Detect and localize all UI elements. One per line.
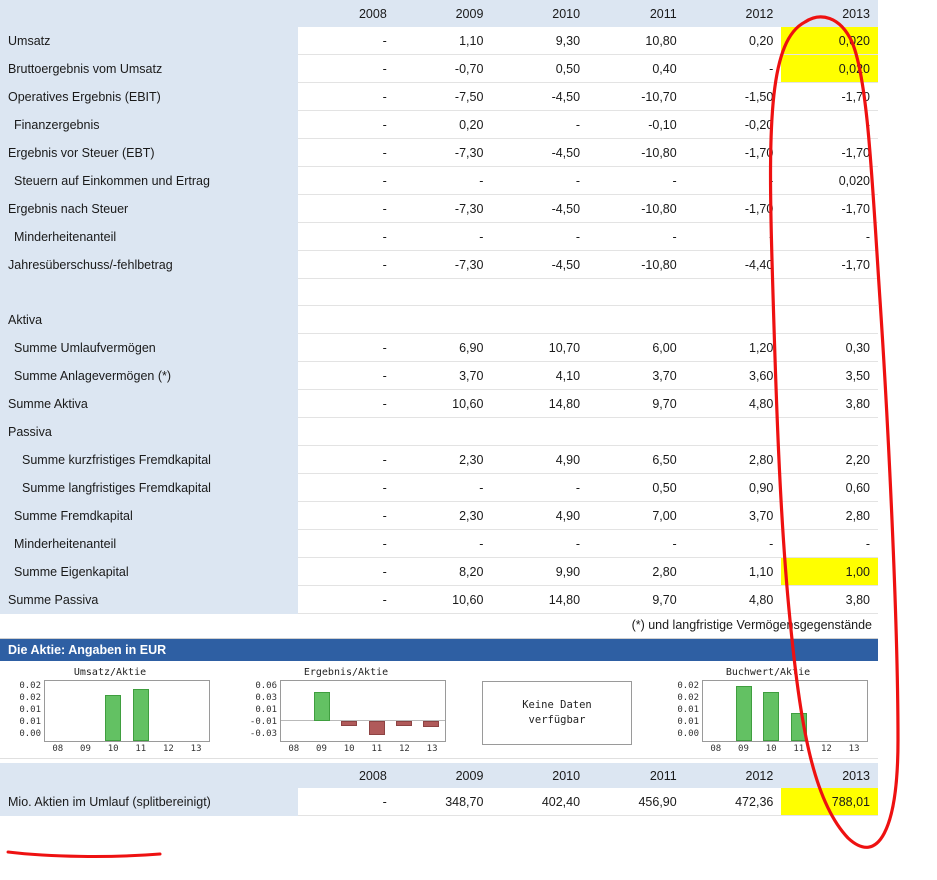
x-tick-label: 11	[135, 744, 147, 754]
chart-plot	[280, 680, 446, 742]
cell-2009	[395, 418, 492, 446]
row-label: Summe Fremdkapital	[0, 502, 298, 530]
no-data-line-2: verfügbar	[528, 714, 586, 726]
table-row	[0, 362, 878, 390]
cell-2013: -1,70	[781, 251, 878, 279]
cell-2012: 4,80	[685, 586, 782, 614]
cell-2011: 2,80	[588, 558, 685, 586]
aktie-charts-row	[0, 661, 878, 759]
row-label: Summe kurzfristiges Fremdkapital	[0, 446, 298, 474]
cell-2010: -4,50	[491, 139, 588, 167]
bar-09	[736, 686, 752, 742]
bar-11	[133, 689, 149, 742]
cell-2013	[781, 306, 878, 334]
cell-2013: -	[781, 111, 878, 139]
y-tick-label: 0.06	[255, 681, 277, 691]
cell-2010: -	[491, 223, 588, 251]
aktie-section	[0, 638, 937, 816]
table-row	[0, 111, 878, 139]
cell-2010: 4,90	[491, 502, 588, 530]
bar-slot-13	[843, 681, 864, 741]
table-row	[0, 446, 878, 474]
shares-row	[0, 788, 878, 816]
cell-2008: -	[298, 390, 395, 418]
cell-2009: -	[395, 167, 492, 195]
cell-2013	[781, 418, 878, 446]
bar-slot-12	[393, 681, 414, 741]
table-row	[0, 474, 878, 502]
cell-2011: -10,80	[588, 251, 685, 279]
bar-slot-11	[130, 681, 151, 741]
chart-y-axis	[10, 680, 44, 742]
bar-11	[369, 721, 385, 735]
table-row	[0, 139, 878, 167]
y-tick-label: 0.03	[255, 693, 277, 703]
cell-2009: 8,20	[395, 558, 492, 586]
cell-2011: 10,80	[588, 27, 685, 55]
chart-title: Buchwert/Aktie	[725, 667, 811, 678]
row-label: Summe Eigenkapital	[0, 558, 298, 586]
cell-2012: 3,70	[685, 502, 782, 530]
cell-2011: 7,00	[588, 502, 685, 530]
table-row	[0, 530, 878, 558]
cell-2011: -	[588, 223, 685, 251]
x-tick-label: 09	[316, 744, 327, 754]
cell-2008: -	[298, 586, 395, 614]
cell-2011	[588, 306, 685, 334]
bar-13	[423, 721, 439, 727]
cell-2013: -1,70	[781, 83, 878, 111]
table-row	[0, 83, 878, 111]
cell-2009: -	[395, 474, 492, 502]
cell-2012: 3,60	[685, 362, 782, 390]
cell-2008: -	[298, 167, 395, 195]
table-row	[0, 27, 878, 55]
shares-cell-2013: 788,01	[781, 788, 878, 816]
chart-x-axis	[702, 742, 868, 754]
table-row	[0, 502, 878, 530]
row-label: Minderheitenanteil	[0, 223, 298, 251]
cell-2012: 4,80	[685, 390, 782, 418]
cell-2013: 1,00	[781, 558, 878, 586]
no-data-line-1: Keine Daten	[522, 699, 592, 711]
header-year-2008: 2008	[298, 0, 395, 27]
header-year-2009: 2009	[395, 0, 492, 27]
bar-10	[341, 721, 357, 726]
cell-2010: 9,30	[491, 27, 588, 55]
x-tick-label: 12	[399, 744, 410, 754]
y-tick-label: 0.00	[19, 729, 41, 739]
x-tick-label: 11	[371, 744, 383, 754]
row-label: Jahresüberschuss/-fehlbetrag	[0, 251, 298, 279]
cell-2013: 3,80	[781, 390, 878, 418]
chart-x-axis	[280, 742, 446, 754]
aktie-section-title: Die Aktie: Angaben in EUR	[0, 638, 878, 661]
cell-2009: 2,30	[395, 502, 492, 530]
cell-2011: -10,70	[588, 83, 685, 111]
cell-2013: 3,80	[781, 586, 878, 614]
shares-header-2009: 2009	[395, 763, 492, 788]
cell-2012	[685, 306, 782, 334]
shares-cell-2011: 456,90	[588, 788, 685, 816]
cell-2010: 14,80	[491, 586, 588, 614]
cell-2013: -	[781, 530, 878, 558]
cell-2009: -7,30	[395, 195, 492, 223]
chart-no-data-placeholder	[482, 681, 632, 745]
cell-2008: -	[298, 251, 395, 279]
cell-2012: -	[685, 55, 782, 83]
row-label: Operatives Ergebnis (EBIT)	[0, 83, 298, 111]
cell-2010: -	[491, 111, 588, 139]
cell-2010	[491, 418, 588, 446]
bar-slot-09	[733, 681, 754, 741]
cell-2010: 14,80	[491, 390, 588, 418]
y-tick-label: 0.01	[19, 717, 41, 727]
cell-2010	[491, 306, 588, 334]
cell-2011: 6,00	[588, 334, 685, 362]
chart-y-axis	[246, 680, 280, 742]
table-row	[0, 586, 878, 614]
row-label	[0, 279, 298, 306]
y-tick-label: -0.01	[249, 717, 277, 727]
y-tick-label: 0.02	[677, 681, 699, 691]
cell-2008: -	[298, 83, 395, 111]
cell-2008: -	[298, 558, 395, 586]
chart-title: Ergebnis/Aktie	[303, 667, 389, 678]
red-underline-shares-label	[8, 852, 160, 856]
cell-2010: 0,50	[491, 55, 588, 83]
cell-2012: 1,10	[685, 558, 782, 586]
cell-2008: -	[298, 334, 395, 362]
cell-2012: 2,80	[685, 446, 782, 474]
x-tick-label: 11	[793, 744, 805, 754]
bar-slot-09	[311, 681, 332, 741]
cell-2009: 0,20	[395, 111, 492, 139]
shares-header-2010: 2010	[491, 763, 588, 788]
cell-2009: 3,70	[395, 362, 492, 390]
cell-2009: -7,30	[395, 139, 492, 167]
cell-2010: 9,90	[491, 558, 588, 586]
cell-2010	[491, 279, 588, 306]
cell-2013: 0,020	[781, 55, 878, 83]
bar-12	[396, 721, 412, 726]
y-tick-label: 0.00	[677, 729, 699, 739]
cell-2013: 2,80	[781, 502, 878, 530]
cell-2013: 0,30	[781, 334, 878, 362]
row-label: Minderheitenanteil	[0, 530, 298, 558]
cell-2008: -	[298, 111, 395, 139]
table-row	[0, 418, 878, 446]
cell-2012: 1,20	[685, 334, 782, 362]
bar-slot-11	[788, 681, 809, 741]
cell-2011: -10,80	[588, 139, 685, 167]
cell-2012: -0,20	[685, 111, 782, 139]
row-label: Summe Umlaufvermögen	[0, 334, 298, 362]
cell-2008: -	[298, 55, 395, 83]
y-tick-label: 0.01	[677, 717, 699, 727]
bar-slot-12	[157, 681, 178, 741]
shares-table	[0, 763, 878, 816]
header-year-2012: 2012	[685, 0, 782, 27]
y-tick-label: 0.02	[19, 681, 41, 691]
header-year-2011: 2011	[588, 0, 685, 27]
chart-bars	[281, 681, 445, 741]
cell-2010: -4,50	[491, 195, 588, 223]
table-row	[0, 558, 878, 586]
cell-2009	[395, 279, 492, 306]
shares-header-row	[0, 763, 878, 788]
row-label: Summe langfristiges Fremdkapital	[0, 474, 298, 502]
cell-2010: -	[491, 474, 588, 502]
cell-2008: -	[298, 223, 395, 251]
cell-2012: -	[685, 530, 782, 558]
shares-header-2008: 2008	[298, 763, 395, 788]
cell-2009: -	[395, 530, 492, 558]
chart-plot	[44, 680, 210, 742]
cell-2011: 6,50	[588, 446, 685, 474]
shares-header-2013: 2013	[781, 763, 878, 788]
row-label: Aktiva	[0, 306, 298, 334]
header-corner	[0, 0, 298, 27]
cell-2011: 9,70	[588, 390, 685, 418]
x-tick-label: 10	[107, 744, 119, 754]
cell-2011	[588, 418, 685, 446]
table-row	[0, 167, 878, 195]
cell-2011: 3,70	[588, 362, 685, 390]
bar-slot-10	[761, 681, 782, 741]
row-label: Summe Aktiva	[0, 390, 298, 418]
cell-2008: -	[298, 474, 395, 502]
cell-2011: 9,70	[588, 586, 685, 614]
cell-2011: 0,50	[588, 474, 685, 502]
cell-2012: 0,90	[685, 474, 782, 502]
y-tick-label: 0.02	[677, 693, 699, 703]
cell-2011	[588, 279, 685, 306]
row-label: Bruttoergebnis vom Umsatz	[0, 55, 298, 83]
shares-header-2011: 2011	[588, 763, 685, 788]
cell-2013	[781, 279, 878, 306]
x-tick-label: 10	[765, 744, 777, 754]
bar-slot-13	[185, 681, 206, 741]
cell-2013: -	[781, 223, 878, 251]
header-year-2010: 2010	[491, 0, 588, 27]
cell-2013: 0,020	[781, 167, 878, 195]
bar-slot-08	[48, 681, 69, 741]
bar-slot-08	[706, 681, 727, 741]
cell-2011: -0,10	[588, 111, 685, 139]
x-tick-label: 13	[426, 744, 438, 754]
cell-2009	[395, 306, 492, 334]
cell-2008: -	[298, 27, 395, 55]
row-label: Summe Anlagevermögen (*)	[0, 362, 298, 390]
cell-2013: 0,020	[781, 27, 878, 55]
table-row	[0, 251, 878, 279]
table-row	[0, 334, 878, 362]
x-tick-label: 12	[821, 744, 832, 754]
table-row	[0, 195, 878, 223]
cell-2012	[685, 418, 782, 446]
bar-09	[314, 692, 330, 721]
table-row	[0, 390, 878, 418]
cell-2009: 1,10	[395, 27, 492, 55]
x-tick-label: 13	[848, 744, 860, 754]
cell-2009: 6,90	[395, 334, 492, 362]
row-label: Ergebnis vor Steuer (EBT)	[0, 139, 298, 167]
cell-2010: 10,70	[491, 334, 588, 362]
chart-y-axis	[668, 680, 702, 742]
cell-2011: -10,80	[588, 195, 685, 223]
cell-2012: -1,70	[685, 139, 782, 167]
cell-2008: -	[298, 362, 395, 390]
cell-2009: -7,50	[395, 83, 492, 111]
x-tick-label: 08	[710, 744, 722, 754]
cell-2013: 3,50	[781, 362, 878, 390]
bar-slot-11	[366, 681, 387, 741]
chart-bars	[703, 681, 867, 741]
table-row	[0, 223, 878, 251]
cell-2010: 4,90	[491, 446, 588, 474]
chart-ergebnis-pro-aktie	[246, 667, 446, 754]
cell-2012	[685, 279, 782, 306]
cell-2012: -	[685, 167, 782, 195]
cell-2009: 10,60	[395, 390, 492, 418]
chart-umsatz-pro-aktie	[10, 667, 210, 754]
cell-2009: -7,30	[395, 251, 492, 279]
x-tick-label: 09	[80, 744, 91, 754]
x-tick-label: 09	[738, 744, 749, 754]
cell-2009: 2,30	[395, 446, 492, 474]
x-tick-label: 10	[343, 744, 355, 754]
bar-10	[105, 695, 121, 742]
row-label: Ergebnis nach Steuer	[0, 195, 298, 223]
x-tick-label: 13	[190, 744, 202, 754]
cell-2010: -	[491, 167, 588, 195]
cell-2011: -	[588, 530, 685, 558]
y-tick-label: 0.01	[677, 705, 699, 715]
bar-10	[763, 692, 779, 742]
table-footnote: (*) und langfristige Vermögensgegenstände	[631, 618, 872, 632]
bar-slot-10	[103, 681, 124, 741]
cell-2012: -1,50	[685, 83, 782, 111]
cell-2009: -0,70	[395, 55, 492, 83]
shares-cell-2008: -	[298, 788, 395, 816]
cell-2013: -1,70	[781, 195, 878, 223]
cell-2010: -4,50	[491, 251, 588, 279]
chart-title: Umsatz/Aktie	[73, 667, 147, 678]
cell-2012: -1,70	[685, 195, 782, 223]
x-tick-label: 08	[52, 744, 64, 754]
chart-bars	[45, 681, 209, 741]
cell-2011: -	[588, 167, 685, 195]
bar-slot-09	[75, 681, 96, 741]
y-tick-label: 0.02	[19, 693, 41, 703]
bar-11	[791, 713, 807, 742]
row-label: Finanzergebnis	[0, 111, 298, 139]
bar-slot-08	[284, 681, 305, 741]
cell-2008: -	[298, 502, 395, 530]
cell-2013: 2,20	[781, 446, 878, 474]
table-row	[0, 55, 878, 83]
y-tick-label: 0.01	[255, 705, 277, 715]
cell-2008	[298, 306, 395, 334]
row-label: Passiva	[0, 418, 298, 446]
cell-2012: 0,20	[685, 27, 782, 55]
chart-buchwert-pro-aktie	[668, 667, 868, 754]
bar-slot-13	[421, 681, 442, 741]
cell-2008	[298, 418, 395, 446]
table-row	[0, 306, 878, 334]
header-year-2013: 2013	[781, 0, 878, 27]
cell-2011: 0,40	[588, 55, 685, 83]
cell-2010: 4,10	[491, 362, 588, 390]
cell-2008: -	[298, 446, 395, 474]
bar-slot-10	[339, 681, 360, 741]
cell-2008	[298, 279, 395, 306]
cell-2010: -4,50	[491, 83, 588, 111]
cell-2010: -	[491, 530, 588, 558]
shares-cell-2010: 402,40	[491, 788, 588, 816]
x-tick-label: 08	[288, 744, 300, 754]
cell-2012: -	[685, 223, 782, 251]
cell-2013: -1,70	[781, 139, 878, 167]
cell-2008: -	[298, 139, 395, 167]
cell-2013: 0,60	[781, 474, 878, 502]
x-tick-label: 12	[163, 744, 174, 754]
cell-2008: -	[298, 530, 395, 558]
y-tick-label: 0.01	[19, 705, 41, 715]
cell-2008: -	[298, 195, 395, 223]
chart-x-axis	[44, 742, 210, 754]
row-label: Steuern auf Einkommen und Ertrag	[0, 167, 298, 195]
bar-slot-12	[815, 681, 836, 741]
chart-plot	[702, 680, 868, 742]
cell-2009: 10,60	[395, 586, 492, 614]
table-row	[0, 279, 878, 306]
row-label: Umsatz	[0, 27, 298, 55]
shares-header-2012: 2012	[685, 763, 782, 788]
cell-2012: -4,40	[685, 251, 782, 279]
shares-cell-2012: 472,36	[685, 788, 782, 816]
shares-cell-2009: 348,70	[395, 788, 492, 816]
shares-row-label: Mio. Aktien im Umlauf (splitbereinigt)	[0, 788, 298, 816]
y-tick-label: -0.03	[249, 729, 277, 739]
row-label: Summe Passiva	[0, 586, 298, 614]
shares-header-corner	[0, 763, 298, 788]
table-header-row	[0, 0, 878, 27]
cell-2009: -	[395, 223, 492, 251]
